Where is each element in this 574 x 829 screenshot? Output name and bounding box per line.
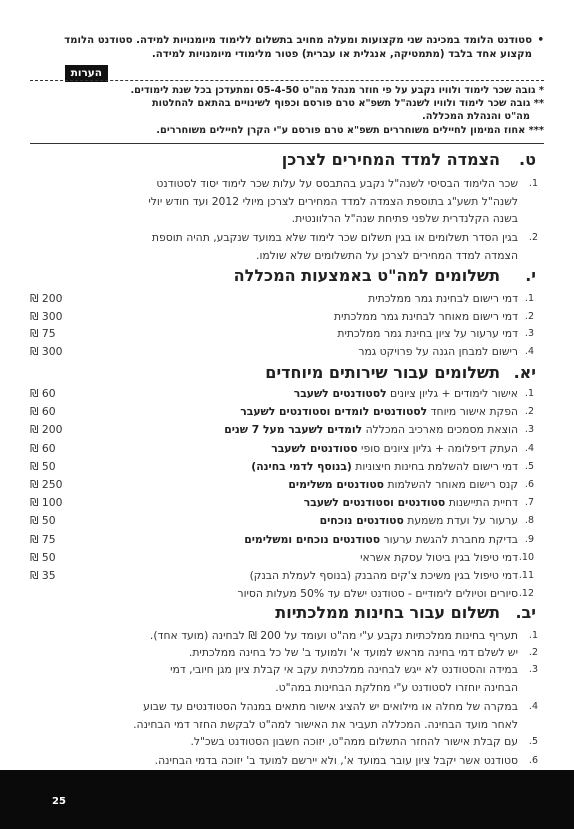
- section-title-mahat-payments: [234, 266, 536, 285]
- item-line: סטודנט אשר יקבל ציון עובר במועד א', ולא יירשם למועד ב' יזוכה בדמי הבחינה.: [154, 754, 518, 767]
- service-row: [30, 494, 534, 511]
- item-number: 7.: [524, 497, 534, 509]
- item-number: 3.: [524, 328, 534, 339]
- item-number: 3.: [528, 664, 538, 675]
- fee-amount: 300 ₪: [30, 344, 63, 358]
- item-number: 9.: [524, 533, 534, 545]
- section-title-special-services: [265, 363, 536, 382]
- service-row: [30, 567, 534, 584]
- fee-label: דמי רישום מאוחר לבחינת גמר ממלכתית: [334, 309, 518, 323]
- service-row: [30, 512, 534, 529]
- service-label-text: העתק דיפלומה + גליון ציונים סופי: [357, 441, 518, 455]
- item-number: 2.: [528, 647, 538, 658]
- item-number: 1.: [528, 630, 538, 641]
- section-letter: י.: [525, 266, 536, 285]
- intro-text: סטודנט הלומד במכינה שני מקצועות ומעלה מחויב בתשלום ללימוד מיומנויות למידה. סטודנט הלומד מקצוע אחד בלבד (מתמטיקה, אנגלית או עברית) פטור מלימודי מיומנויות למידה.: [64, 35, 532, 60]
- service-label: [224, 421, 518, 438]
- service-row: [30, 458, 534, 475]
- fee-label: דמי ערעור על ציון בחינת גמר ממלכתית: [337, 327, 518, 340]
- service-label-emphasis: (בנוסף לדמי בחינה): [251, 459, 352, 473]
- section-title-text: תשלומים עבור שירותים מיוחדים: [265, 363, 500, 382]
- service-label: [294, 385, 518, 402]
- service-label-text: סיורים וטיולים לימודיים - סטודנט ישלם עד 50% מעלות הסיור: [237, 587, 518, 601]
- service-label-text: דמי רישום להשלמת בחינות חיצוניות: [351, 459, 518, 473]
- service-amount: 60 ₪: [30, 441, 56, 455]
- service-amount: 50 ₪: [30, 514, 56, 528]
- service-label-text: קנס רישום מאוחר להשלמות: [384, 478, 518, 491]
- service-label-text: הפקת אישור מיוחד: [427, 405, 518, 419]
- service-label: [320, 512, 518, 529]
- item-number: 11.: [518, 570, 534, 581]
- service-amount: 250 ₪: [30, 478, 63, 491]
- fee-row: [30, 343, 534, 360]
- service-label-text: דמי טיפול בגין ביטול עסקת אשראי: [360, 550, 518, 564]
- service-row: [30, 585, 534, 602]
- item-number: 10.: [518, 551, 534, 563]
- item-number: 4.: [524, 442, 534, 454]
- service-label-emphasis: סטודנטים נוכחים: [319, 514, 404, 528]
- item-number: 5.: [528, 736, 538, 747]
- service-amount: 35 ₪: [30, 569, 56, 582]
- fee-label: רישום למבחן הגנה על פרויקט גמר: [358, 344, 518, 358]
- service-label: [271, 440, 518, 457]
- service-label-emphasis: לומדים לשעבר מעל 7 שנים: [224, 423, 363, 437]
- service-label: [240, 403, 518, 420]
- item-number: 4.: [528, 701, 538, 712]
- bullet-icon: •: [537, 35, 544, 46]
- item-line: בשנה הקלנדרית שלפני פתיחת שנה"ל הרלוונטית.: [291, 212, 518, 225]
- list-item: [58, 229, 538, 264]
- item-number: 2.: [524, 406, 534, 418]
- list-item: [48, 698, 538, 733]
- service-amount: 60 ₪: [30, 405, 56, 419]
- service-amount: 50 ₪: [30, 550, 56, 564]
- section-letter: יב.: [515, 603, 536, 622]
- service-amount: 75 ₪: [30, 532, 56, 546]
- item-number: 2.: [524, 310, 534, 322]
- item-line: בגין הסדר תשלומים או בגין תשלום שכר לימוד שלא במועד שנקבע, תהיה תוספת: [151, 231, 518, 244]
- item-line: במקרה של מחלה או מילואים יש להציג אישור מתאים במנהל הסטודנטים עד שבוע: [143, 700, 518, 713]
- fee-row: [30, 290, 534, 307]
- service-label-text: הוצאת מסמכים מארכיב המכללה: [362, 423, 518, 437]
- item-number: 6.: [524, 479, 534, 490]
- service-label-emphasis: לסטודנטים לשעבר: [293, 387, 387, 400]
- item-line: תעריף בחינות ממלכתיות נקבע ע"י מה"ט ועומד על 200 ₪ לבחינה (מועד אחד).: [149, 629, 518, 642]
- item-number: 1.: [528, 178, 538, 189]
- service-label-emphasis: סטודנטים משלימים: [288, 478, 385, 491]
- note-line: * גובה שכר לימוד ולוויו נקבע על פי חוזר מנהל מה"ט 05-4-50 ומתעדכן בכל שנת לימודים.: [130, 85, 544, 96]
- service-label-text: אישור לימודים + גליון ציונים: [386, 387, 518, 400]
- service-row: [30, 440, 534, 457]
- service-amount: 200 ₪: [30, 423, 63, 437]
- service-label: [237, 585, 518, 602]
- item-line: עם קבלת אישור להחזר התשלום ממה"ט, יזוכה חשבון הסטודנט בשכ"ל.: [190, 735, 518, 748]
- notes-divider: [30, 80, 544, 81]
- list-item: [48, 644, 538, 662]
- item-line: הצמדה למדד המחירים לצרכן על התשלומים שלא שולמו.: [256, 248, 518, 262]
- page-number: 25: [52, 796, 66, 807]
- service-row: [30, 531, 534, 548]
- service-row: [30, 549, 534, 566]
- service-row: [30, 476, 534, 493]
- item-number: 12.: [518, 588, 534, 600]
- service-label: [304, 494, 518, 511]
- section-divider: [30, 143, 544, 144]
- service-label: [288, 476, 518, 493]
- item-line: לשנה"ל תשע"ג בתוספת הצמדה למדד המחירים לצרכן מיולי 2012 ועד חודש יולי: [148, 194, 518, 208]
- fee-amount: 75 ₪: [30, 327, 56, 340]
- fee-label: דמי רישום לבחינת גמר ממלכתית: [368, 292, 518, 305]
- service-label: [360, 549, 518, 566]
- section-title-text: תשלומים למה"ט באמצעות המכללה: [233, 266, 500, 285]
- item-number: 6.: [528, 755, 538, 766]
- section-letter: יא.: [513, 363, 536, 382]
- section-title-exams: [275, 603, 536, 622]
- item-number: 4.: [524, 345, 534, 357]
- service-label-text: בדיקת מחברת להגשת ערעור: [380, 532, 518, 546]
- item-line: שכר הלימוד הבסיסי לשנה"ל נקבע בהתבסס על עלות שכר לימוד יסוד לסטודנט: [156, 177, 518, 190]
- service-label-emphasis: לסטודנטים לומדים וסטודנטים לשעבר: [240, 405, 428, 419]
- notes-block: [30, 84, 544, 137]
- list-item: [48, 661, 538, 696]
- item-number: 1.: [524, 293, 534, 304]
- service-label-emphasis: סטודנטים וסטודנטים לשעבר: [303, 496, 446, 510]
- fee-amount: 300 ₪: [30, 309, 63, 323]
- service-row: [30, 385, 534, 402]
- item-number: 3.: [524, 424, 534, 436]
- list-item: [48, 733, 538, 751]
- service-row: [30, 403, 534, 420]
- list-item: [48, 752, 538, 770]
- section-title-text: תשלום עבור בחינות ממלכתיות: [275, 603, 500, 622]
- item-line: לאחר מועד הבחינה. המכללה תעביר את האישור למה"ט לבקשת החזר דמי הבחינה.: [133, 717, 518, 731]
- item-number: 1.: [524, 388, 534, 399]
- notes-badge: הערות: [65, 65, 108, 82]
- service-amount: 50 ₪: [30, 459, 56, 473]
- item-number: 5.: [524, 460, 534, 472]
- service-label: [250, 567, 518, 584]
- service-label: [251, 458, 518, 475]
- service-label-text: דמי טיפול בגין משיכת צ'קים מהבנק (בנוסף לעמלת הבנק): [249, 569, 518, 582]
- note-line: מה"ט והנהלת המכללה.: [422, 111, 530, 123]
- service-row: [30, 421, 534, 438]
- service-label: [244, 531, 518, 548]
- note-line: ** גובה שכר לימוד ולוויו לשנה"ל תשפ"א טרם פורסם וכפוף לשינויים בהתאם להחלטות: [151, 98, 544, 110]
- service-label-text: דחיית התיישנות: [445, 496, 518, 510]
- item-number: 2.: [528, 232, 538, 243]
- section-letter: ט.: [519, 150, 536, 169]
- section-title-indexation: [282, 150, 536, 169]
- service-amount: 100 ₪: [30, 496, 63, 510]
- service-amount: 60 ₪: [30, 387, 56, 400]
- item-line: יש לשלם דמי בחינה מראש למועד א' ולמועד ב' של כל בחינה ממלכתית.: [188, 646, 518, 659]
- item-number: 8.: [524, 515, 534, 527]
- list-item: [48, 627, 538, 645]
- service-label-emphasis: סטודנטים נוכחים ומשלימים: [244, 532, 381, 546]
- item-line: במידה והסטודנט לא ייגש לבחינה ממלכתית עקב אי קבלת ציון מגן חיובי, דמי: [170, 663, 518, 676]
- item-line: הבחינה יוחזרו לסטודנט ע"י מחלקת הבחינות במה"ט.: [275, 680, 518, 694]
- service-label-emphasis: סטודנטים לשעבר: [271, 441, 358, 455]
- service-label-text: ערעור על ועדת משמעת: [403, 514, 518, 528]
- fee-row: [30, 308, 534, 325]
- intro-paragraph: [34, 34, 544, 61]
- list-item: [58, 175, 538, 228]
- note-line: *** אחוז המימון לחיילים משוחררים תשפ"א טרם פורסם ע"י הקרן לחיילים משוחררים.: [156, 124, 544, 136]
- fee-row: [30, 325, 534, 342]
- page-footer: [0, 770, 574, 829]
- fee-amount: 200 ₪: [30, 292, 63, 305]
- section-title-text: הצמדה למדד המחירים לצרכן: [281, 150, 500, 169]
